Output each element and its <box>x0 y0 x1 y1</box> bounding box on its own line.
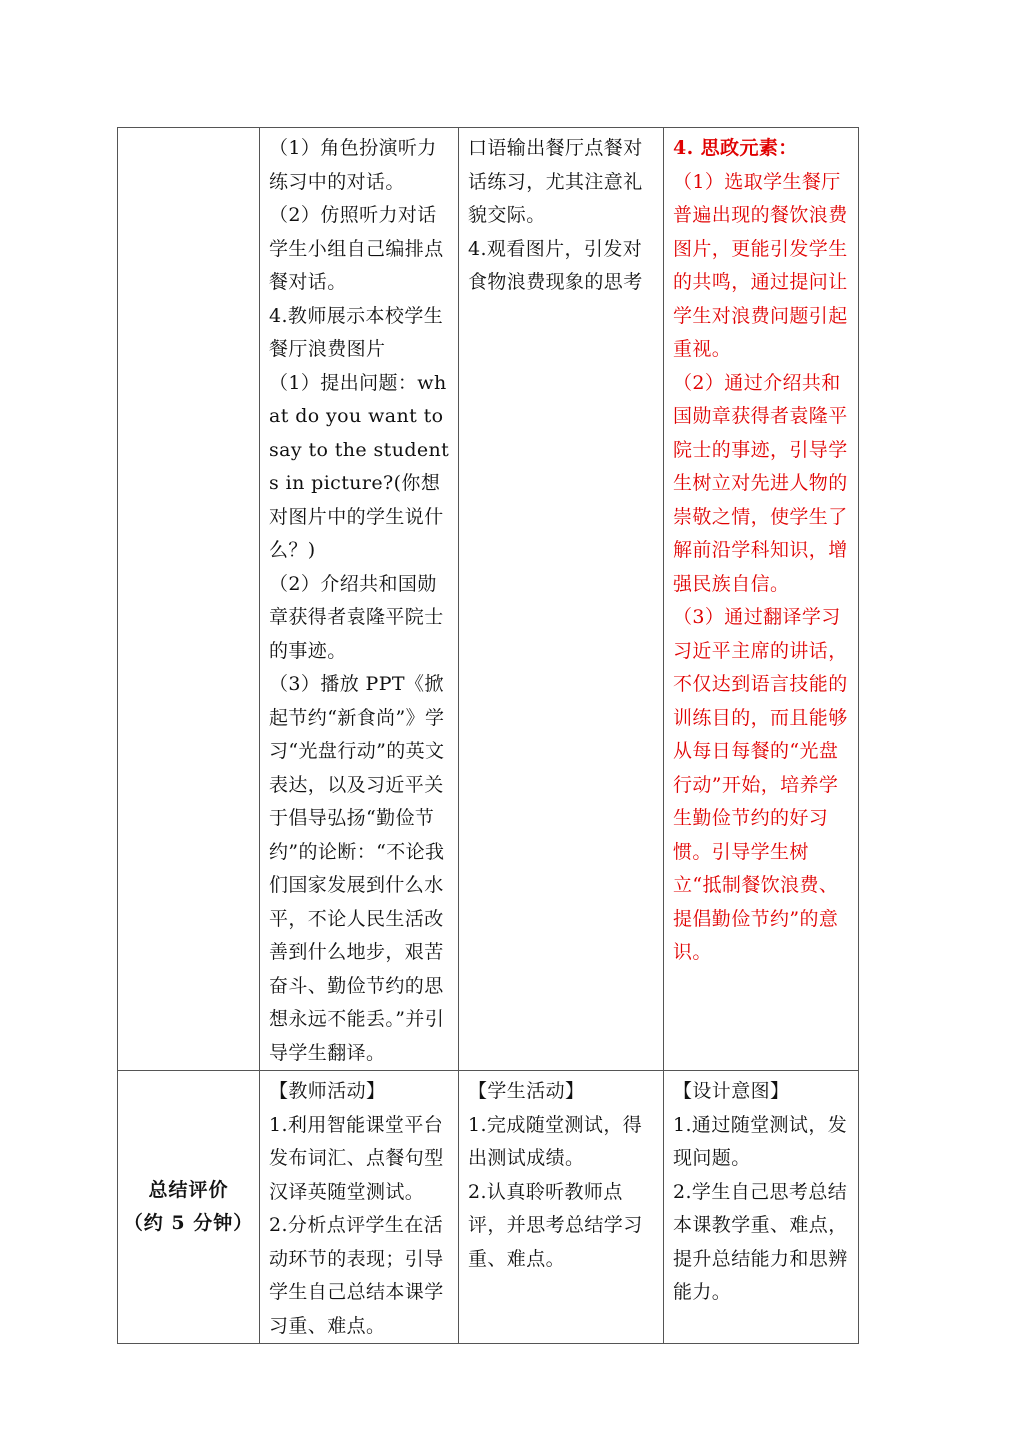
teacher-activity-cell <box>260 128 459 1071</box>
teacher-activity-heading: 【教师活动】 <box>269 1080 386 1102</box>
design-intent-line: 1.通过随堂测试，发现问题。 <box>673 1113 848 1169</box>
design-intent-heading: 【设计意图】 <box>673 1080 790 1102</box>
teacher-activity-line: （2）仿照听力对话学生小组自己编排点餐对话。 <box>269 204 444 293</box>
stage-cell <box>118 128 260 1071</box>
student-activity-line: 1.完成随堂测试，得出测试成绩。 <box>468 1113 643 1169</box>
design-intent-line: （2）通过介绍共和国勋章获得者袁隆平院士的事迹，引导学生树立对先进人物的崇敬之情，使学生了解前沿学科知识，增强民族自信。 <box>673 371 848 595</box>
teacher-activity-line: 4.教师展示本校学生餐厅浪费图片 <box>269 304 444 360</box>
table-row <box>118 1071 859 1344</box>
teacher-activity-line: 1.利用智能课堂平台发布词汇、点餐句型汉译英随堂测试。 <box>269 1113 444 1203</box>
student-activity-heading: 【学生活动】 <box>468 1080 585 1102</box>
design-intent-line: 2.学生自己思考总结本课教学重、难点，提升总结能力和思辨能力。 <box>673 1180 848 1303</box>
stage-time: （约 5 分钟） <box>123 1212 254 1234</box>
design-intent-line: （3）通过翻译学习习近平主席的讲话，不仅达到语言技能的训练目的，而且能够从每日每餐的“光盘行动”开始，培养学生勤俭节约的好习惯。引导学生树立“抵制餐饮浪费、提倡勤俭节约”的意识。 <box>673 606 848 963</box>
design-intent-cell <box>664 1071 859 1344</box>
teacher-activity-line: （1）角色扮演听力练习中的对话。 <box>269 137 437 193</box>
design-intent-line: （1）选取学生餐厅普遍出现的餐饮浪费图片，更能引发学生的共鸣，通过提问让学生对浪费问题引起重视。 <box>673 170 848 360</box>
student-activity-cell <box>459 1071 664 1344</box>
lesson-plan-table <box>117 127 859 1344</box>
teacher-activity-line: （2）介绍共和国勋章获得者袁隆平院士的事迹。 <box>269 572 444 662</box>
design-intent-heading: 4. 思政元素： <box>673 137 798 159</box>
student-activity-line: 4.观看图片，引发对食物浪费现象的思考 <box>468 237 643 293</box>
student-activity-cell <box>459 128 664 1071</box>
teacher-activity-line: （3）播放 PPT《掀起节约“新食尚”》学习“光盘行动”的英文表达，以及习近平关于倡导弘扬“勤俭节约”的论断：“不论我们国家发展到什么水平，不论人民生活改善到什么地步，艰苦奋斗、勤俭节约的思想永远不能丢。”并引导学生翻译。 <box>269 673 445 1064</box>
stage-title: 总结评价 <box>148 1178 229 1201</box>
teacher-activity-cell <box>260 1071 459 1344</box>
stage-cell <box>118 1071 260 1344</box>
teacher-activity-line: 2.分析点评学生在活动环节的表现；引导学生自己总结本课学习重、难点。 <box>269 1214 444 1337</box>
teacher-activity-line: （1）提出问题：what do you want to say to the students in picture?(你想对图片中的学生说什么？) <box>269 371 450 561</box>
student-activity-line: 2.认真聆听教师点评，并思考总结学习重、难点。 <box>468 1180 643 1270</box>
design-intent-cell <box>664 128 859 1071</box>
student-activity-line: 口语输出餐厅点餐对话练习，尤其注意礼貌交际。 <box>468 137 643 226</box>
table-row <box>118 128 859 1071</box>
